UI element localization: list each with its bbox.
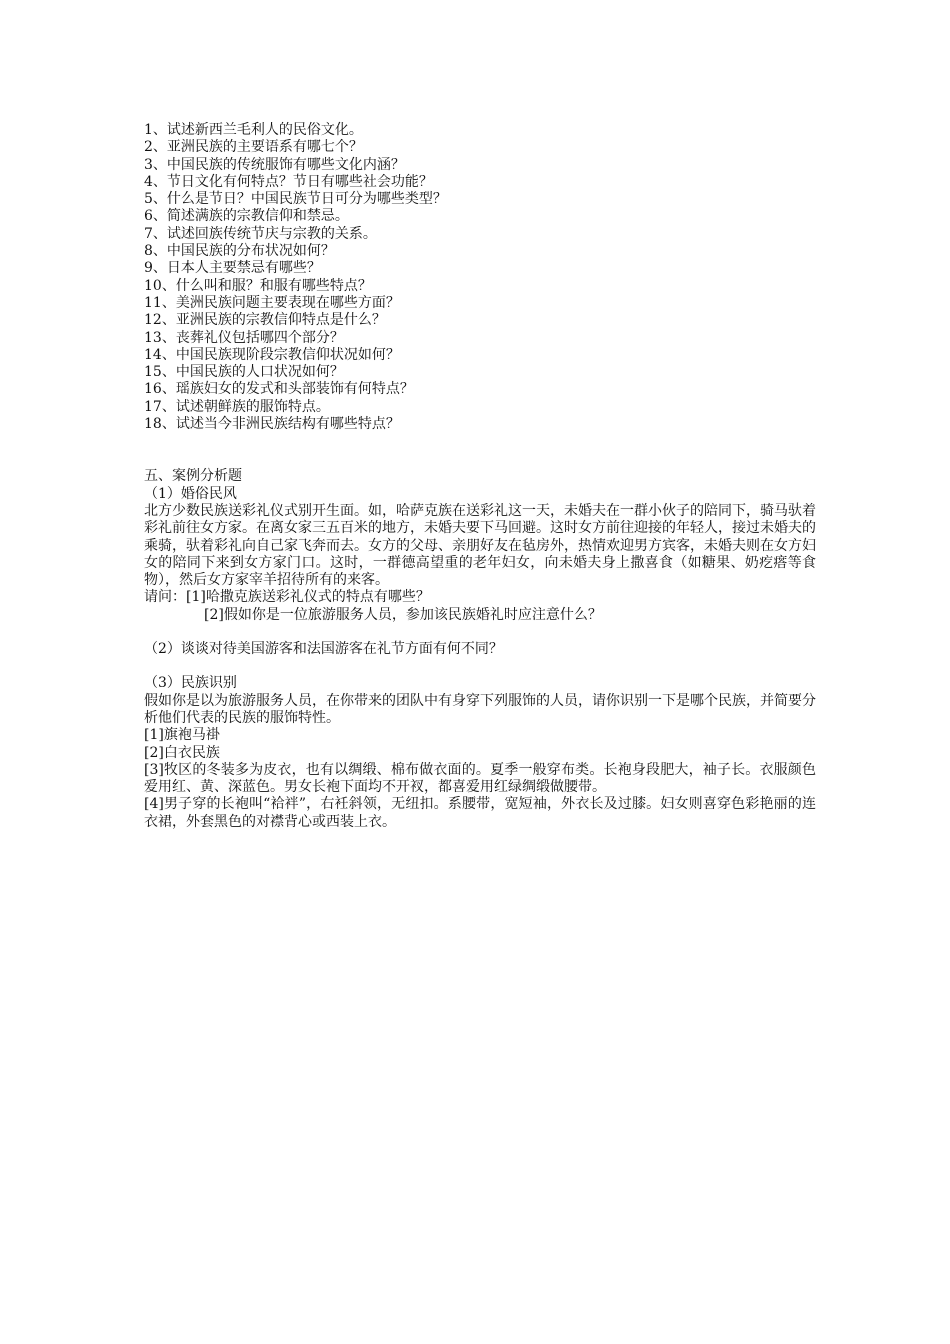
question-item: 5、什么是节日？中国民族节日可分为哪些类型？ bbox=[144, 191, 447, 208]
case1-question-1: 请问：[1]哈撒克族送彩礼仪式的特点有哪些？ bbox=[144, 589, 430, 606]
case3-title: （3）民族识别 bbox=[144, 675, 237, 692]
question-list bbox=[144, 122, 816, 433]
case3-item-2: [2]白衣民族 bbox=[144, 744, 220, 761]
question-item: 10、什么叫和服？和服有哪些特点？ bbox=[144, 277, 372, 294]
case3-item-4: [4]男子穿的长袍叫“袷袢”，右衽斜领，无纽扣。系腰带，宽短袖，外衣长及过膝。妇女则喜穿色彩艳丽的连衣裙，外套黑色的对襟背心或西装上衣。 bbox=[144, 796, 816, 830]
question-item: 14、中国民族现阶段宗教信仰状况如何？ bbox=[144, 346, 400, 363]
question-item: 2、亚洲民族的主要语系有哪七个？ bbox=[144, 139, 363, 156]
case1-body: 北方少数民族送彩礼仪式别开生面。如，哈萨克族在送彩礼这一天，未婚夫在一群小伙子的陪同下，骑马驮着彩礼前往女方家。在离女家三五百米的地方，未婚夫要下马回避。这时女方前往迎接的年轻人，接过未婚夫的乘骑，驮着彩礼向自己家飞奔而去。女方的父母、亲朋好友在毡房外，热情欢迎男方宾客，未婚夫则在女方妇女的陪同下来到女方家门口。这时，一群德高望重的老年妇女，向未婚夫身上撒喜食（如糖果、奶疙瘩等食物），然后女方家宰羊招待所有的来客。 bbox=[144, 502, 816, 589]
case3-item-3: [3]牧区的冬装多为皮衣，也有以绸缎、棉布做衣面的。夏季一般穿布类。长袍身段肥大，袖子长。衣服颜色爱用红、黄、深蓝色。男女长袍下面均不开衩，都喜爱用红绿绸缎做腰带。 bbox=[144, 761, 816, 796]
case2-title: （2）谈谈对待美国游客和法国游客在礼节方面有何不同？ bbox=[144, 641, 503, 658]
document-page bbox=[144, 122, 816, 831]
question-item: 7、试述回族传统节庆与宗教的关系。 bbox=[144, 225, 377, 242]
question-item: 8、中国民族的分布状况如何？ bbox=[144, 243, 335, 260]
case1-question-2: [2]假如你是一位旅游服务人员，参加该民族婚礼时应注意什么？ bbox=[204, 606, 602, 623]
case3-body: 假如你是以为旅游服务人员，在你带来的团队中有身穿下列服饰的人员，请你识别一下是哪个民族，并简要分析他们代表的民族的服饰特性。 bbox=[144, 692, 816, 726]
question-item: 12、亚洲民族的宗教信仰特点是什么？ bbox=[144, 312, 386, 329]
case1-title: （1）婚俗民风 bbox=[144, 485, 237, 502]
question-item: 18、试述当今非洲民族结构有哪些特点？ bbox=[144, 416, 400, 433]
question-item: 17、试述朝鲜族的服饰特点。 bbox=[144, 398, 330, 415]
question-item: 6、简述满族的宗教信仰和禁忌。 bbox=[144, 208, 349, 225]
question-item: 16、瑶族妇女的发式和头部装饰有何特点？ bbox=[144, 381, 414, 398]
case3-item-1: [1]旗袍马褂 bbox=[144, 727, 220, 744]
question-item: 3、中国民族的传统服饰有哪些文化内涵？ bbox=[144, 156, 405, 173]
section-title: 五、案例分析题 bbox=[144, 468, 242, 485]
case-analysis-section bbox=[144, 468, 816, 831]
question-item: 13、丧葬礼仪包括哪四个部分？ bbox=[144, 329, 344, 346]
spacer bbox=[144, 624, 816, 641]
spacer bbox=[144, 658, 816, 675]
question-item: 4、节日文化有何特点？节日有哪些社会功能？ bbox=[144, 173, 433, 190]
question-item: 1、试述新西兰毛利人的民俗文化。 bbox=[144, 122, 363, 138]
question-item: 11、美洲民族问题主要表现在哪些方面？ bbox=[144, 294, 400, 311]
question-item: 9、日本人主要禁忌有哪些？ bbox=[144, 260, 321, 277]
question-item: 15、中国民族的人口状况如何？ bbox=[144, 364, 344, 381]
